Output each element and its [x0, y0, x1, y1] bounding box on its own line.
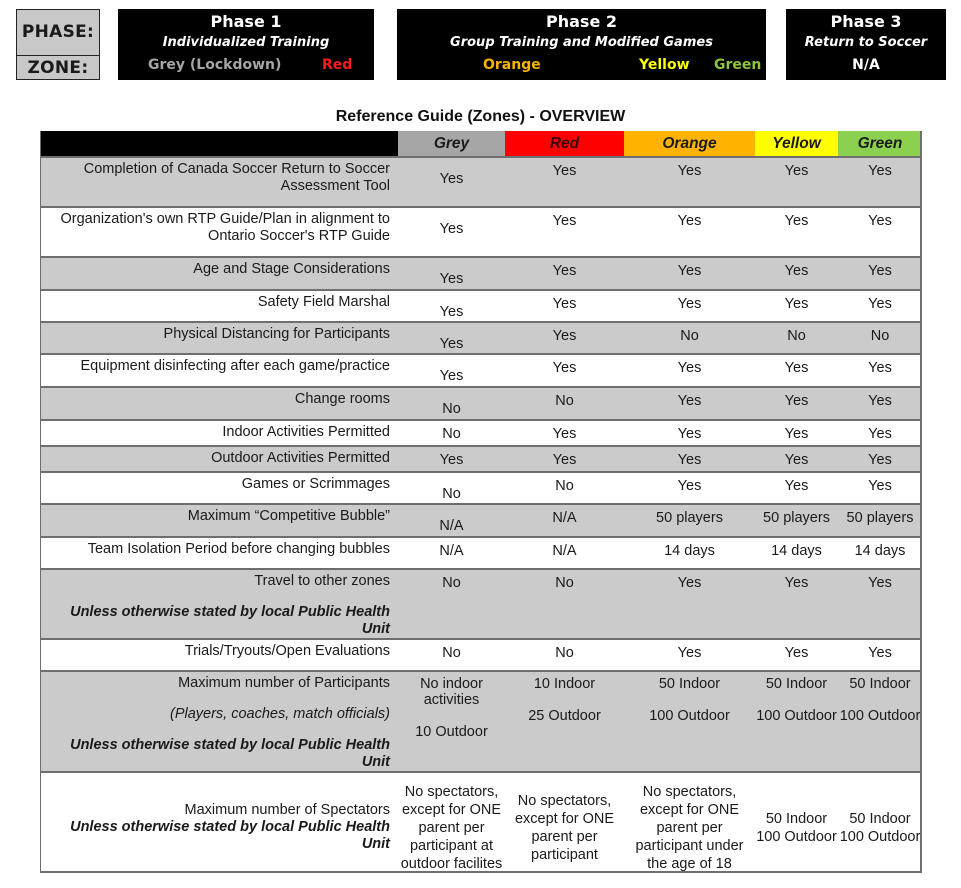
zone-value-cell: Yes — [784, 478, 809, 494]
zone-red-label: Red — [322, 57, 353, 73]
feature-label — [40, 157, 398, 207]
zone-value-cell: Yes — [677, 163, 702, 179]
table-row — [40, 207, 922, 257]
table-row — [40, 772, 922, 882]
feature-label — [40, 772, 398, 882]
feature-label — [40, 472, 398, 504]
zone-value-cell: Yes — [439, 368, 464, 384]
phase-zone-label-box — [16, 9, 100, 80]
header-blank-cell — [40, 131, 398, 157]
zone-value-cell: Yes — [552, 328, 577, 344]
table-header-row — [40, 131, 922, 157]
column-header-yellow: Yellow — [755, 131, 838, 157]
table-body — [40, 157, 922, 882]
zone-value-cell: N/A — [552, 510, 577, 526]
zone-value-cell: Yes — [868, 163, 892, 179]
feature-label — [40, 257, 398, 290]
table-row — [40, 322, 922, 354]
zone-value-cell: Yes — [784, 360, 809, 376]
zone-value-cell: N/A — [439, 518, 464, 534]
zone-value-cell: No — [555, 478, 574, 494]
table-row — [40, 639, 922, 671]
zone-value-cell: Yes — [552, 163, 577, 179]
phase-subtitle: Return to Soccer — [804, 35, 928, 50]
zone-value-cell: 50 Indoor 100 Outdoor — [756, 676, 837, 724]
zone-value-cell: Yes — [677, 452, 702, 468]
table-row — [40, 354, 922, 387]
feature-label — [40, 639, 398, 671]
zone-value-cell: 50 Indoor 100 Outdoor — [756, 810, 837, 845]
table-row — [40, 446, 922, 472]
zone-value-cell: Yes — [439, 171, 464, 187]
zone-value-cell: 50 Indoor 100 Outdoor — [839, 810, 921, 845]
zone-value-cell: Yes — [868, 360, 892, 376]
zone-value-cell: Yes — [868, 263, 892, 279]
zone-value-cell: No — [442, 575, 461, 591]
zone-value-cell: N/A — [439, 543, 464, 559]
feature-label — [40, 537, 398, 569]
column-header-red: Red — [505, 131, 624, 157]
feature-label — [40, 290, 398, 322]
phase-title: Phase 1 — [210, 12, 282, 31]
zone-value-cell: 50 players — [656, 510, 723, 526]
column-header-grey: Grey — [398, 131, 505, 157]
zone-value-cell: Yes — [868, 575, 892, 591]
zone-value-cell: Yes — [552, 426, 577, 442]
table-row — [40, 671, 922, 772]
feature-text: Outdoor Activities Permitted — [211, 450, 390, 466]
zone-value-cell: Yes — [552, 263, 577, 279]
table-row — [40, 504, 922, 537]
zone-value-cell: Yes — [439, 452, 464, 468]
feature-text: Assessment Tool — [280, 178, 390, 194]
phase-label: PHASE: — [17, 10, 99, 56]
feature-text: Trials/Tryouts/Open Evaluations — [184, 643, 390, 659]
table-row — [40, 157, 922, 207]
feature-subnote: (Players, coaches, match officials) — [170, 706, 390, 722]
zones-overview-table — [40, 131, 922, 882]
zone-value-cell: Yes — [784, 393, 809, 409]
phase-2-box — [397, 9, 766, 80]
table-row — [40, 420, 922, 446]
zone-grey-label: Grey (Lockdown) — [148, 57, 282, 73]
feature-label — [40, 322, 398, 354]
feature-text: Age and Stage Considerations — [193, 261, 390, 277]
zone-value-cell: No — [442, 486, 461, 502]
zone-value-cell: No spectators, except for ONE parent per participant — [514, 792, 615, 863]
table-row — [40, 387, 922, 420]
table-row — [40, 537, 922, 569]
phase-title: Phase 3 — [830, 12, 902, 31]
phase-3-box — [786, 9, 946, 80]
zone-orange-label: Orange — [483, 57, 541, 73]
feature-text: Organization's own RTP Guide/Plan in alignment to — [60, 211, 390, 227]
feature-text: Safety Field Marshal — [257, 294, 390, 310]
zone-na-label: N/A — [852, 57, 880, 73]
feature-text: Maximum number of Spectators — [184, 802, 390, 818]
zone-value-cell: 50 players — [846, 510, 914, 526]
column-header-orange: Orange — [624, 131, 755, 157]
column-header-green: Green — [838, 131, 922, 157]
feature-label — [40, 671, 398, 772]
zone-value-cell: No — [555, 575, 574, 591]
zone-value-cell: No — [442, 426, 461, 442]
feature-label — [40, 569, 398, 639]
zone-value-cell: Yes — [439, 336, 464, 352]
feature-text: Maximum “Competitive Bubble” — [187, 508, 390, 524]
zone-value-cell: No — [555, 393, 574, 409]
zone-value-cell: Yes — [868, 478, 892, 494]
zone-value-cell: Yes — [552, 452, 577, 468]
zone-value-cell: 10 Indoor 25 Outdoor — [528, 676, 601, 724]
zone-value-cell: No — [442, 645, 461, 661]
zone-value-cell: Yes — [868, 213, 892, 229]
zone-value-cell: 14 days — [854, 543, 906, 559]
feature-label — [40, 420, 398, 446]
phase-zones — [786, 54, 946, 76]
phase-subtitle: Individualized Training — [162, 35, 330, 50]
zone-value-cell: No — [787, 328, 806, 344]
zone-yellow-label: Yellow — [639, 57, 690, 73]
table-row — [40, 257, 922, 290]
zone-value-cell: Yes — [784, 426, 809, 442]
feature-text: Maximum number of Participants — [178, 675, 390, 691]
feature-text: Ontario Soccer's RTP Guide — [208, 228, 390, 244]
feature-text: Games or Scrimmages — [241, 476, 390, 492]
zone-value-cell: Yes — [784, 163, 809, 179]
zone-green-label: Green — [714, 57, 762, 73]
zone-value-cell: Yes — [784, 263, 809, 279]
phase-zones — [397, 54, 766, 76]
feature-text: Equipment disinfecting after each game/practice — [80, 358, 390, 374]
feature-label — [40, 504, 398, 537]
feature-text: Physical Distancing for Participants — [163, 326, 390, 342]
phase-subtitle: Group Training and Modified Games — [450, 35, 713, 50]
zone-value-cell: Yes — [784, 645, 809, 661]
zone-value-cell: Yes — [439, 221, 464, 237]
phase-title: Phase 2 — [546, 12, 617, 31]
zone-value-cell: Yes — [677, 296, 702, 312]
feature-label — [40, 387, 398, 420]
feature-text: Team Isolation Period before changing bubbles — [87, 541, 390, 557]
zone-value-cell: No indoor activities 10 Outdoor — [415, 676, 488, 740]
zone-value-cell: Yes — [868, 426, 892, 442]
feature-text: Change rooms — [294, 391, 390, 407]
public-health-note: Unless otherwise stated by local Public Health Unit — [70, 604, 390, 637]
phase-1-box — [118, 9, 374, 80]
zone-value-cell: Yes — [677, 478, 702, 494]
zone-value-cell: 50 players — [763, 510, 830, 526]
table-row — [40, 569, 922, 639]
zone-value-cell: 50 Indoor 100 Outdoor — [649, 676, 730, 724]
public-health-note: Unless otherwise stated by local Public Health Unit — [70, 737, 390, 770]
feature-label — [40, 207, 398, 257]
table-row — [40, 472, 922, 504]
zone-value-cell: Yes — [552, 213, 577, 229]
zone-value-cell: Yes — [677, 360, 702, 376]
feature-text: Completion of Canada Soccer Return to Soccer — [83, 161, 390, 177]
zone-value-cell: Yes — [784, 575, 809, 591]
feature-text: Travel to other zones — [254, 573, 390, 589]
zone-value-cell: Yes — [868, 296, 892, 312]
feature-label — [40, 354, 398, 387]
reference-guide-title: Reference Guide (Zones) - OVERVIEW — [335, 108, 626, 125]
zone-value-cell: 50 Indoor 100 Outdoor — [839, 676, 921, 724]
zone-value-cell: Yes — [868, 452, 892, 468]
zone-value-cell: No — [555, 645, 574, 661]
zone-value-cell: Yes — [784, 296, 809, 312]
zone-value-cell: No — [870, 328, 890, 344]
zone-value-cell: Yes — [868, 393, 892, 409]
phase-zones — [118, 54, 374, 76]
zone-value-cell: Yes — [784, 452, 809, 468]
zone-value-cell: Yes — [439, 304, 464, 320]
zone-value-cell: 14 days — [664, 543, 715, 559]
zone-value-cell: N/A — [552, 543, 577, 559]
zone-value-cell: Yes — [677, 426, 702, 442]
zone-value-cell: Yes — [677, 575, 702, 591]
zone-value-cell: Yes — [868, 645, 892, 661]
zone-value-cell: No — [442, 401, 461, 417]
zone-value-cell: Yes — [677, 263, 702, 279]
zone-value-cell: No — [680, 328, 699, 344]
zone-value-cell: Yes — [677, 393, 702, 409]
table-row — [40, 290, 922, 322]
zone-value-cell: Yes — [677, 213, 702, 229]
zone-value-cell: No spectators, except for ONE parent per participant at outdoor facilites — [400, 783, 503, 872]
zone-value-cell: Yes — [677, 645, 702, 661]
zone-value-cell: 14 days — [771, 543, 822, 559]
zone-value-cell: Yes — [552, 296, 577, 312]
zone-value-cell: Yes — [784, 213, 809, 229]
zone-value-cell: Yes — [439, 271, 464, 287]
feature-label — [40, 446, 398, 472]
feature-text: Indoor Activities Permitted — [222, 424, 390, 440]
zone-value-cell: Yes — [552, 360, 577, 376]
zone-label: ZONE: — [27, 58, 89, 78]
public-health-note: Unless otherwise stated by local Public Health Unit — [70, 819, 390, 852]
zone-value-cell: No spectators, except for ONE parent per participant under the age of 18 — [635, 783, 744, 872]
